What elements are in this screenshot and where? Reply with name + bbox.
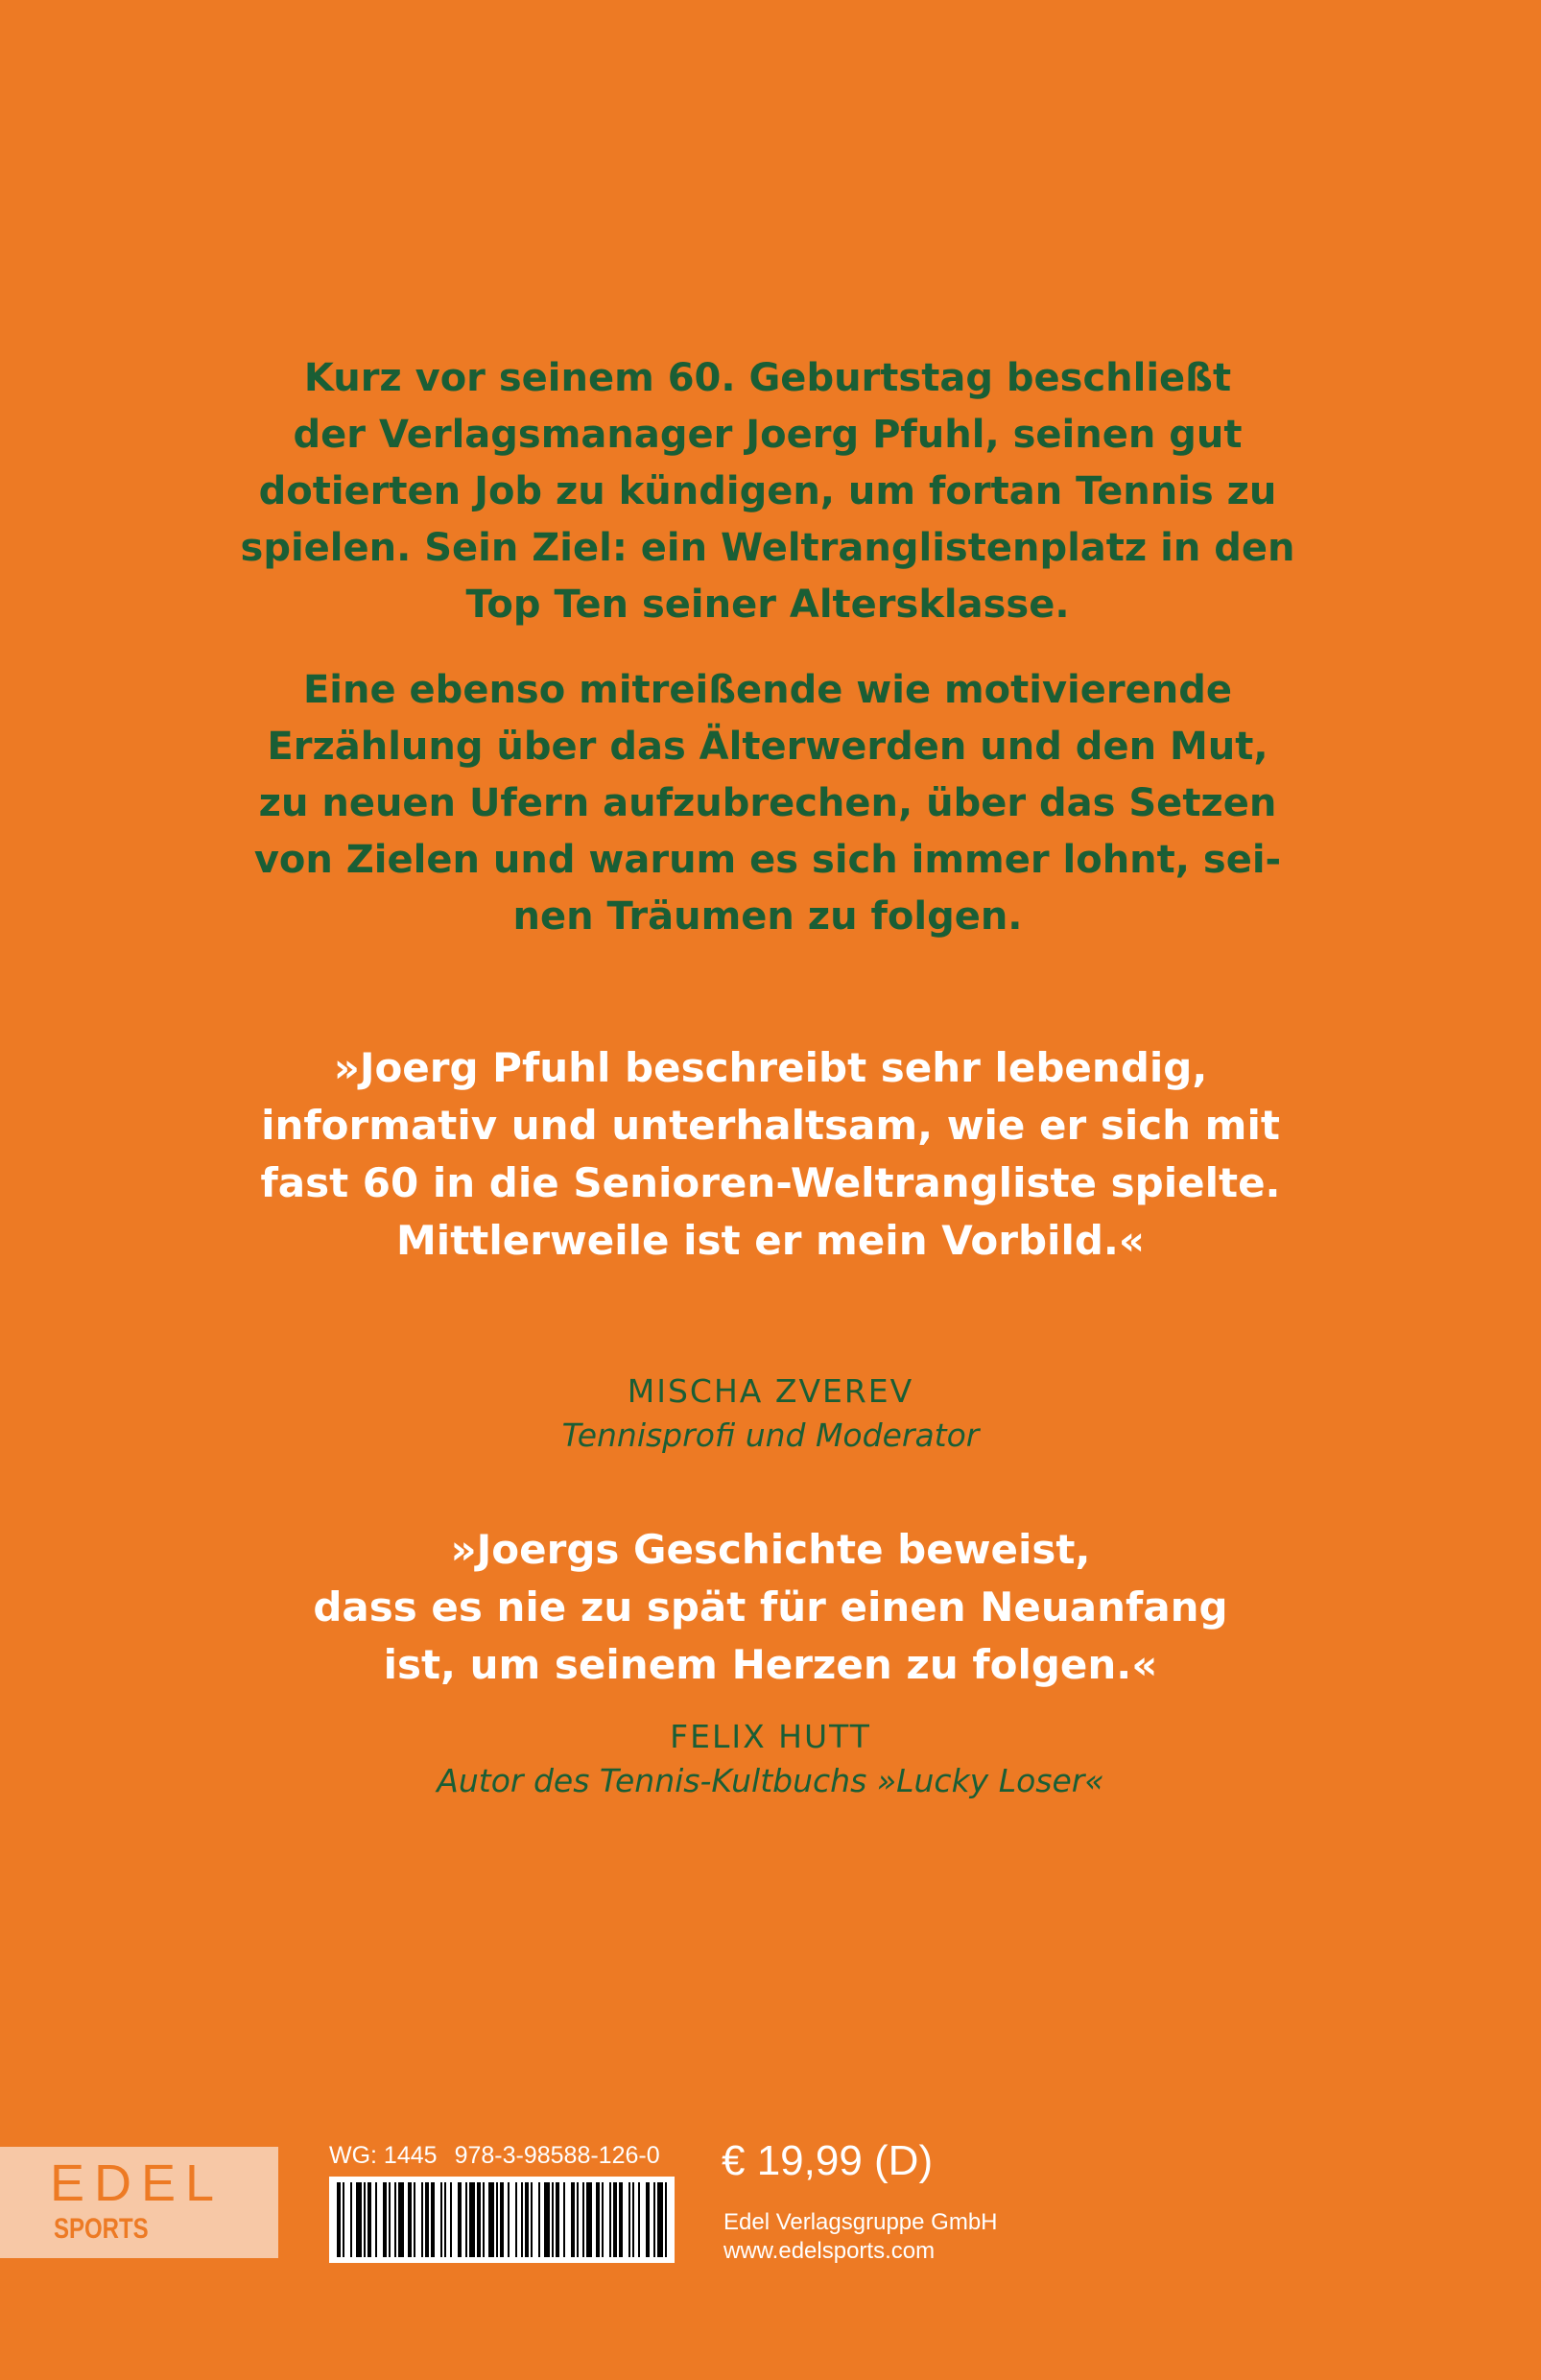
barcode-bar (398, 2182, 404, 2257)
blurb-line: der Verlagsmanager Joerg Pfuhl, seinen gut (293, 413, 1243, 457)
warengruppe-code: WG: 1445 (329, 2142, 438, 2169)
barcode-bar (414, 2182, 415, 2257)
barcode-bar (389, 2182, 391, 2257)
isbn-number: 978-3-98588-126-0 (454, 2142, 660, 2169)
testimonial-role-1: Tennisprofi und Moderator (561, 1416, 980, 1454)
barcode-bar (488, 2182, 494, 2257)
barcode-bar (609, 2182, 611, 2257)
barcode-bar (538, 2182, 540, 2257)
blurb-line: dotierten Job zu kündigen, um fortan Tennis zu (258, 469, 1277, 513)
barcode-bar (525, 2182, 529, 2257)
barcode-bar (367, 2182, 371, 2257)
barcode-bar (375, 2182, 377, 2257)
barcode-bar (602, 2182, 604, 2257)
barcode-bar (440, 2182, 442, 2257)
barcode-bar (596, 2182, 600, 2257)
barcode-bar (496, 2182, 498, 2257)
barcode-bar (586, 2182, 592, 2257)
testimonial-quote-1 (230, 1039, 1311, 1270)
barcode-bar (421, 2182, 423, 2257)
logo-edel-text: EDEL (50, 2154, 225, 2212)
quote-line: informativ und unterhaltsam, wie er sich mit (261, 1102, 1280, 1149)
quote-line: fast 60 in die Senioren-Weltrangliste spielte. (260, 1159, 1281, 1206)
blurb-line: Eine ebenso mitreißende wie motivierende (302, 668, 1232, 712)
barcode-bar (657, 2182, 663, 2257)
barcode-bar (544, 2182, 550, 2257)
barcode-bar (383, 2182, 387, 2257)
testimonial-role-2: Autor des Tennis-Kultbuchs »Lucky Loser« (437, 1762, 1104, 1799)
barcode-bar (628, 2182, 630, 2257)
barcode-bar (577, 2182, 579, 2257)
barcode-bar (477, 2182, 481, 2257)
price: € 19,99 (D) (722, 2137, 934, 2184)
quote-line: dass es nie zu spät für einen Neuanfang (313, 1583, 1228, 1630)
barcode-bar (619, 2182, 623, 2257)
blurb-line: nen Träumen zu folgen. (512, 894, 1023, 939)
barcode-bar (450, 2182, 452, 2257)
quote-line: »Joergs Geschichte beweist, (450, 1526, 1091, 1573)
barcode-bar (582, 2182, 584, 2257)
barcode-bar (613, 2182, 617, 2257)
barcode-bar (431, 2182, 435, 2257)
barcode-bar (408, 2182, 412, 2257)
barcode-bar (563, 2182, 565, 2257)
barcode-stripes (329, 2177, 675, 2263)
barcode-bar (571, 2182, 575, 2257)
barcode-bar (425, 2182, 429, 2257)
blurb-line: spielen. Sein Ziel: ein Weltranglistenplatz in den (240, 526, 1295, 570)
barcode-label (329, 2141, 660, 2170)
blurb-paragraph-2 (240, 662, 1295, 945)
publisher-name: Edel Verlagsgruppe GmbH (723, 2209, 998, 2235)
barcode-bar (444, 2182, 446, 2257)
barcode-bar (465, 2182, 467, 2257)
blurb-line: von Zielen und warum es sich immer lohnt, sei- (253, 838, 1282, 882)
barcode-bar (508, 2182, 510, 2257)
barcode-bar (638, 2182, 640, 2257)
barcode-bar (394, 2182, 396, 2257)
barcode-bar (521, 2182, 523, 2257)
testimonial-author-1: MISCHA ZVEREV (627, 1372, 914, 1410)
barcode-bar (646, 2182, 650, 2257)
quote-line: ist, um seinem Herzen zu folgen.« (383, 1641, 1158, 1688)
barcode-bar (552, 2182, 554, 2257)
blurb-paragraph-1 (240, 350, 1295, 633)
barcode-bar (350, 2182, 352, 2257)
blurb-line: zu neuen Ufern aufzubrechen, über das Setzen (258, 781, 1277, 825)
edel-sports-logo (0, 2147, 278, 2258)
barcode-bar (556, 2182, 559, 2257)
barcode-bar (364, 2182, 366, 2257)
barcode-bar (458, 2182, 462, 2257)
testimonial-author-2: FELIX HUTT (670, 1718, 871, 1755)
barcode-bar (632, 2182, 634, 2257)
barcode-bar (531, 2182, 533, 2257)
barcode-bar (343, 2182, 344, 2257)
testimonial-quote-2 (230, 1521, 1311, 1694)
blurb-line: Kurz vor seinem 60. Geburtstag beschließt (303, 356, 1232, 400)
quote-line: »Joerg Pfuhl beschreibt sehr lebendig, (333, 1044, 1208, 1091)
barcode-bar (483, 2182, 485, 2257)
barcode-bar (356, 2182, 362, 2257)
blurb-line: Top Ten seiner Altersklasse. (465, 583, 1070, 627)
blurb-line: Erzählung über das Älterwerden und den Mut, (267, 725, 1268, 769)
barcode-bar (653, 2182, 655, 2257)
barcode-bar (469, 2182, 475, 2257)
logo-sports-text: SPORTS (54, 2213, 149, 2245)
barcode-bar (500, 2182, 504, 2257)
barcode-bar (665, 2182, 667, 2257)
barcode (329, 2177, 675, 2263)
barcode-bar (337, 2182, 341, 2257)
publisher-website: www.edelsports.com (723, 2238, 936, 2264)
quote-line: Mittlerweile ist er mein Vorbild.« (396, 1217, 1145, 1264)
barcode-bar (515, 2182, 517, 2257)
